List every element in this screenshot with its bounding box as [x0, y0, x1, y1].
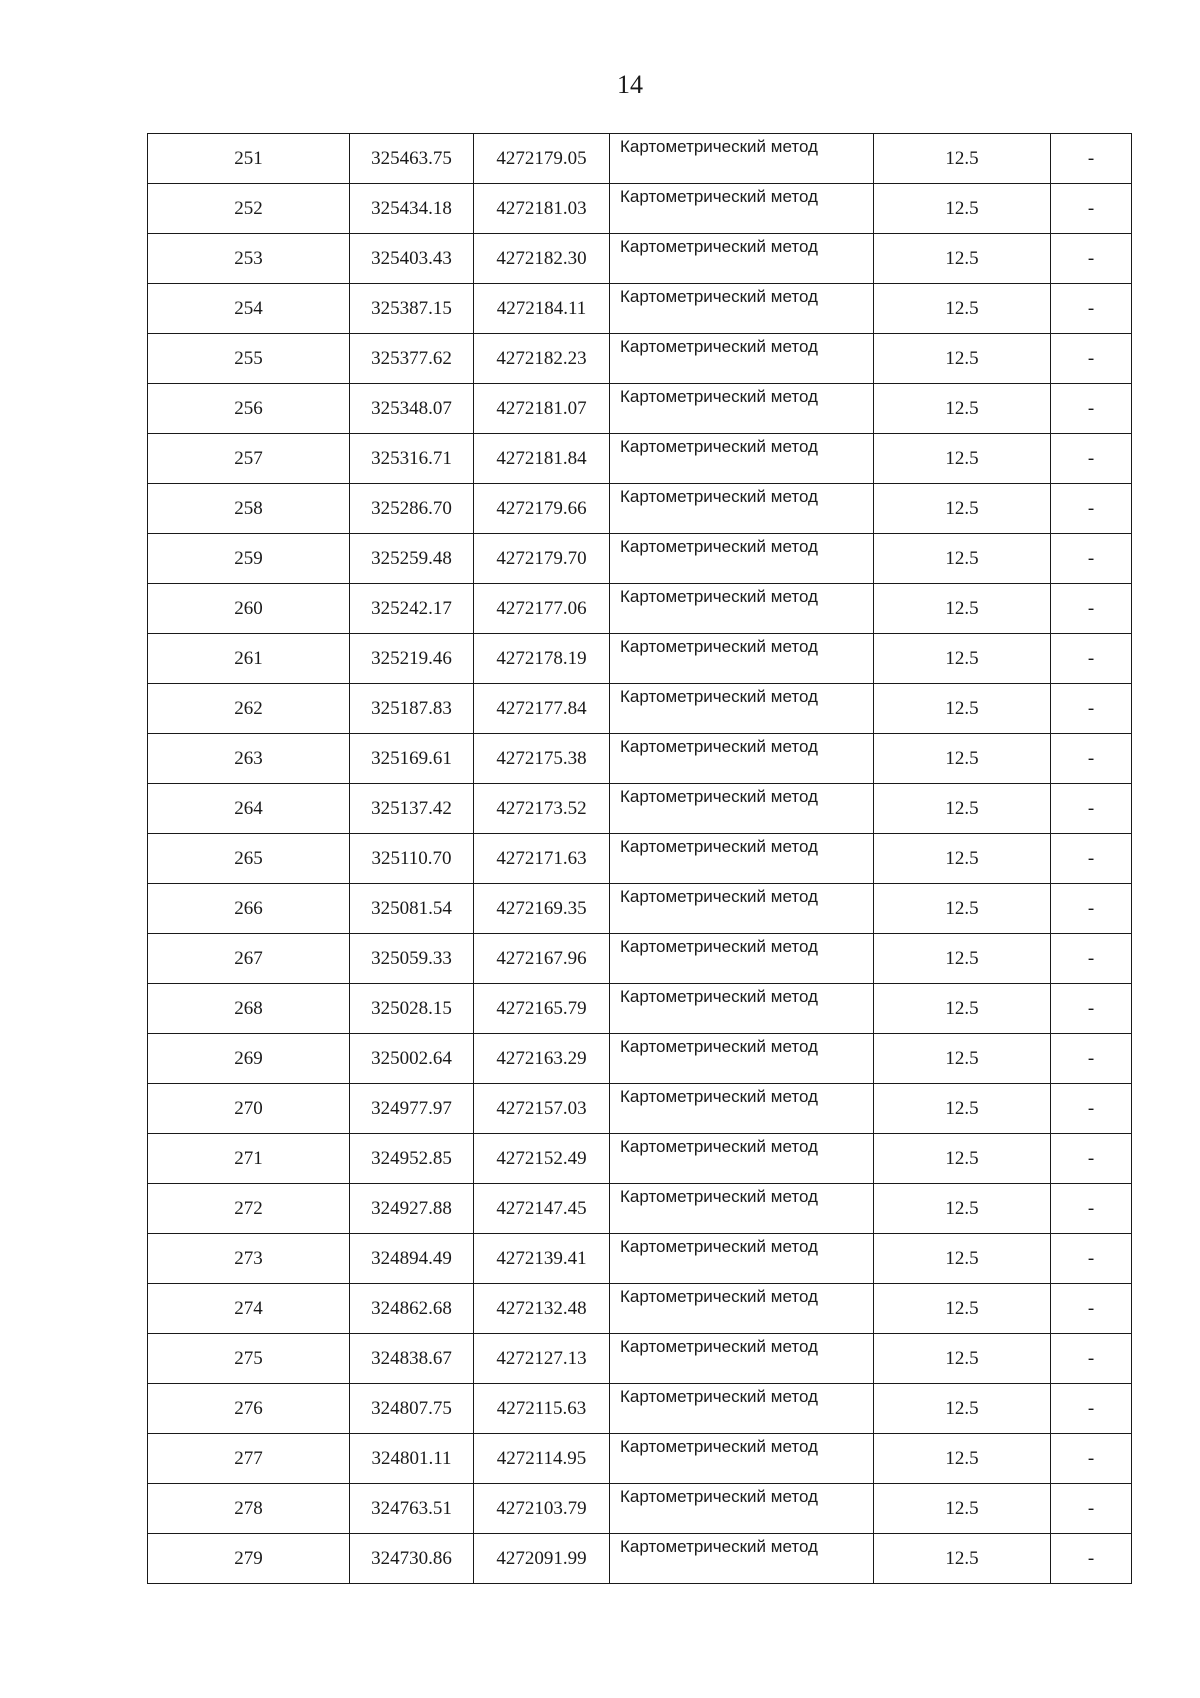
y-coordinate-cell: 4272115.63: [474, 1384, 610, 1434]
accuracy-cell: 12.5: [874, 234, 1051, 284]
y-coordinate-cell: 4272177.06: [474, 584, 610, 634]
note-cell: -: [1051, 1534, 1132, 1584]
table-row: [148, 1184, 1132, 1234]
y-coordinate-cell: 4272127.13: [474, 1334, 610, 1384]
y-coordinate-cell: 4272147.45: [474, 1184, 610, 1234]
y-coordinate-cell: 4272114.95: [474, 1434, 610, 1484]
method-cell: Картометрический метод: [610, 1184, 874, 1234]
y-coordinate-cell: 4272182.23: [474, 334, 610, 384]
y-coordinate-cell: 4272178.19: [474, 634, 610, 684]
method-cell: Картометрический метод: [610, 1034, 874, 1084]
point-number-cell: 251: [148, 134, 350, 184]
y-coordinate-cell: 4272157.03: [474, 1084, 610, 1134]
method-cell: Картометрический метод: [610, 384, 874, 434]
note-cell: -: [1051, 1134, 1132, 1184]
method-cell: Картометрический метод: [610, 1484, 874, 1534]
note-cell: -: [1051, 1034, 1132, 1084]
accuracy-cell: 12.5: [874, 284, 1051, 334]
x-coordinate-cell: 324801.11: [350, 1434, 474, 1484]
method-cell: Картометрический метод: [610, 984, 874, 1034]
x-coordinate-cell: 325219.46: [350, 634, 474, 684]
x-coordinate-cell: 325316.71: [350, 434, 474, 484]
method-cell: Картометрический метод: [610, 1234, 874, 1284]
point-number-cell: 274: [148, 1284, 350, 1334]
table-row: [148, 1134, 1132, 1184]
x-coordinate-cell: 325242.17: [350, 584, 474, 634]
y-coordinate-cell: 4272179.05: [474, 134, 610, 184]
accuracy-cell: 12.5: [874, 734, 1051, 784]
method-cell: Картометрический метод: [610, 1534, 874, 1584]
point-number-cell: 257: [148, 434, 350, 484]
accuracy-cell: 12.5: [874, 384, 1051, 434]
accuracy-cell: 12.5: [874, 934, 1051, 984]
y-coordinate-cell: 4272181.07: [474, 384, 610, 434]
accuracy-cell: 12.5: [874, 484, 1051, 534]
accuracy-cell: 12.5: [874, 134, 1051, 184]
accuracy-cell: 12.5: [874, 1034, 1051, 1084]
y-coordinate-cell: 4272177.84: [474, 684, 610, 734]
point-number-cell: 273: [148, 1234, 350, 1284]
page-number: 14: [617, 70, 643, 99]
table-row: [148, 134, 1132, 184]
x-coordinate-cell: 325348.07: [350, 384, 474, 434]
table-row: [148, 434, 1132, 484]
method-cell: Картометрический метод: [610, 884, 874, 934]
accuracy-cell: 12.5: [874, 1334, 1051, 1384]
accuracy-cell: 12.5: [874, 784, 1051, 834]
x-coordinate-cell: 325286.70: [350, 484, 474, 534]
point-number-cell: 254: [148, 284, 350, 334]
method-cell: Картометрический метод: [610, 1284, 874, 1334]
x-coordinate-cell: 324952.85: [350, 1134, 474, 1184]
table-row: [148, 384, 1132, 434]
point-number-cell: 265: [148, 834, 350, 884]
point-number-cell: 262: [148, 684, 350, 734]
x-coordinate-cell: 325434.18: [350, 184, 474, 234]
x-coordinate-cell: 324894.49: [350, 1234, 474, 1284]
table-row: [148, 484, 1132, 534]
y-coordinate-cell: 4272181.84: [474, 434, 610, 484]
accuracy-cell: 12.5: [874, 984, 1051, 1034]
note-cell: -: [1051, 934, 1132, 984]
table-row: [148, 1484, 1132, 1534]
note-cell: -: [1051, 334, 1132, 384]
accuracy-cell: 12.5: [874, 884, 1051, 934]
table-row: [148, 1534, 1132, 1584]
note-cell: -: [1051, 1334, 1132, 1384]
method-cell: Картометрический метод: [610, 684, 874, 734]
note-cell: -: [1051, 784, 1132, 834]
note-cell: -: [1051, 634, 1132, 684]
point-number-cell: 258: [148, 484, 350, 534]
note-cell: -: [1051, 684, 1132, 734]
method-cell: Картометрический метод: [610, 1134, 874, 1184]
coordinates-table-body: [148, 134, 1132, 1584]
accuracy-cell: 12.5: [874, 634, 1051, 684]
accuracy-cell: 12.5: [874, 1234, 1051, 1284]
x-coordinate-cell: 324763.51: [350, 1484, 474, 1534]
accuracy-cell: 12.5: [874, 1384, 1051, 1434]
table-row: [148, 734, 1132, 784]
note-cell: -: [1051, 234, 1132, 284]
point-number-cell: 261: [148, 634, 350, 684]
note-cell: -: [1051, 984, 1132, 1034]
x-coordinate-cell: 325059.33: [350, 934, 474, 984]
y-coordinate-cell: 4272163.29: [474, 1034, 610, 1084]
y-coordinate-cell: 4272167.96: [474, 934, 610, 984]
point-number-cell: 277: [148, 1434, 350, 1484]
method-cell: Картометрический метод: [610, 1384, 874, 1434]
x-coordinate-cell: 324838.67: [350, 1334, 474, 1384]
y-coordinate-cell: 4272184.11: [474, 284, 610, 334]
x-coordinate-cell: 325002.64: [350, 1034, 474, 1084]
method-cell: Картометрический метод: [610, 434, 874, 484]
accuracy-cell: 12.5: [874, 434, 1051, 484]
point-number-cell: 275: [148, 1334, 350, 1384]
y-coordinate-cell: 4272103.79: [474, 1484, 610, 1534]
point-number-cell: 279: [148, 1534, 350, 1584]
point-number-cell: 278: [148, 1484, 350, 1534]
x-coordinate-cell: 325137.42: [350, 784, 474, 834]
x-coordinate-cell: 325169.61: [350, 734, 474, 784]
point-number-cell: 268: [148, 984, 350, 1034]
accuracy-cell: 12.5: [874, 1434, 1051, 1484]
table-row: [148, 834, 1132, 884]
table-row: [148, 334, 1132, 384]
point-number-cell: 276: [148, 1384, 350, 1434]
method-cell: Картометрический метод: [610, 1434, 874, 1484]
point-number-cell: 252: [148, 184, 350, 234]
method-cell: Картометрический метод: [610, 1334, 874, 1384]
note-cell: -: [1051, 534, 1132, 584]
point-number-cell: 256: [148, 384, 350, 434]
y-coordinate-cell: 4272182.30: [474, 234, 610, 284]
point-number-cell: 266: [148, 884, 350, 934]
method-cell: Картометрический метод: [610, 634, 874, 684]
point-number-cell: 263: [148, 734, 350, 784]
table-row: [148, 234, 1132, 284]
y-coordinate-cell: 4272171.63: [474, 834, 610, 884]
accuracy-cell: 12.5: [874, 1084, 1051, 1134]
method-cell: Картометрический метод: [610, 534, 874, 584]
note-cell: -: [1051, 834, 1132, 884]
table-row: [148, 284, 1132, 334]
point-number-cell: 255: [148, 334, 350, 384]
method-cell: Картометрический метод: [610, 784, 874, 834]
method-cell: Картометрический метод: [610, 1084, 874, 1134]
accuracy-cell: 12.5: [874, 1284, 1051, 1334]
note-cell: -: [1051, 584, 1132, 634]
note-cell: -: [1051, 1084, 1132, 1134]
method-cell: Картометрический метод: [610, 134, 874, 184]
method-cell: Картометрический метод: [610, 184, 874, 234]
table-row: [148, 1234, 1132, 1284]
note-cell: -: [1051, 1234, 1132, 1284]
note-cell: -: [1051, 1184, 1132, 1234]
y-coordinate-cell: 4272165.79: [474, 984, 610, 1034]
note-cell: -: [1051, 384, 1132, 434]
y-coordinate-cell: 4272173.52: [474, 784, 610, 834]
table-row: [148, 1384, 1132, 1434]
table-row: [148, 884, 1132, 934]
accuracy-cell: 12.5: [874, 684, 1051, 734]
note-cell: -: [1051, 1434, 1132, 1484]
accuracy-cell: 12.5: [874, 584, 1051, 634]
y-coordinate-cell: 4272181.03: [474, 184, 610, 234]
x-coordinate-cell: 325259.48: [350, 534, 474, 584]
note-cell: -: [1051, 1484, 1132, 1534]
point-number-cell: 253: [148, 234, 350, 284]
x-coordinate-cell: 325403.43: [350, 234, 474, 284]
y-coordinate-cell: 4272169.35: [474, 884, 610, 934]
y-coordinate-cell: 4272139.41: [474, 1234, 610, 1284]
table-row: [148, 934, 1132, 984]
accuracy-cell: 12.5: [874, 534, 1051, 584]
point-number-cell: 272: [148, 1184, 350, 1234]
x-coordinate-cell: 324977.97: [350, 1084, 474, 1134]
note-cell: -: [1051, 484, 1132, 534]
note-cell: -: [1051, 884, 1132, 934]
method-cell: Картометрический метод: [610, 334, 874, 384]
method-cell: Картометрический метод: [610, 284, 874, 334]
x-coordinate-cell: 325187.83: [350, 684, 474, 734]
table-row: [148, 1434, 1132, 1484]
table-row: [148, 184, 1132, 234]
point-number-cell: 260: [148, 584, 350, 634]
point-number-cell: 259: [148, 534, 350, 584]
x-coordinate-cell: 324807.75: [350, 1384, 474, 1434]
table-row: [148, 634, 1132, 684]
x-coordinate-cell: 325377.62: [350, 334, 474, 384]
method-cell: Картометрический метод: [610, 834, 874, 884]
table-row: [148, 684, 1132, 734]
note-cell: -: [1051, 734, 1132, 784]
x-coordinate-cell: 324862.68: [350, 1284, 474, 1334]
table-row: [148, 984, 1132, 1034]
y-coordinate-cell: 4272091.99: [474, 1534, 610, 1584]
method-cell: Картометрический метод: [610, 234, 874, 284]
point-number-cell: 264: [148, 784, 350, 834]
table-row: [148, 584, 1132, 634]
x-coordinate-cell: 325081.54: [350, 884, 474, 934]
x-coordinate-cell: 325028.15: [350, 984, 474, 1034]
accuracy-cell: 12.5: [874, 1484, 1051, 1534]
x-coordinate-cell: 325463.75: [350, 134, 474, 184]
x-coordinate-cell: 325110.70: [350, 834, 474, 884]
y-coordinate-cell: 4272132.48: [474, 1284, 610, 1334]
table-row: [148, 1284, 1132, 1334]
method-cell: Картометрический метод: [610, 584, 874, 634]
method-cell: Картометрический метод: [610, 934, 874, 984]
x-coordinate-cell: 324730.86: [350, 1534, 474, 1584]
table-row: [148, 784, 1132, 834]
x-coordinate-cell: 325387.15: [350, 284, 474, 334]
y-coordinate-cell: 4272179.66: [474, 484, 610, 534]
accuracy-cell: 12.5: [874, 834, 1051, 884]
accuracy-cell: 12.5: [874, 184, 1051, 234]
accuracy-cell: 12.5: [874, 1534, 1051, 1584]
note-cell: -: [1051, 1284, 1132, 1334]
y-coordinate-cell: 4272175.38: [474, 734, 610, 784]
note-cell: -: [1051, 1384, 1132, 1434]
point-number-cell: 267: [148, 934, 350, 984]
note-cell: -: [1051, 284, 1132, 334]
point-number-cell: 269: [148, 1034, 350, 1084]
accuracy-cell: 12.5: [874, 1134, 1051, 1184]
y-coordinate-cell: 4272152.49: [474, 1134, 610, 1184]
note-cell: -: [1051, 434, 1132, 484]
accuracy-cell: 12.5: [874, 1184, 1051, 1234]
note-cell: -: [1051, 134, 1132, 184]
coordinates-table: [147, 133, 1132, 1584]
y-coordinate-cell: 4272179.70: [474, 534, 610, 584]
method-cell: Картометрический метод: [610, 484, 874, 534]
accuracy-cell: 12.5: [874, 334, 1051, 384]
point-number-cell: 271: [148, 1134, 350, 1184]
method-cell: Картометрический метод: [610, 734, 874, 784]
table-row: [148, 1034, 1132, 1084]
x-coordinate-cell: 324927.88: [350, 1184, 474, 1234]
note-cell: -: [1051, 184, 1132, 234]
table-row: [148, 534, 1132, 584]
table-row: [148, 1084, 1132, 1134]
table-row: [148, 1334, 1132, 1384]
point-number-cell: 270: [148, 1084, 350, 1134]
